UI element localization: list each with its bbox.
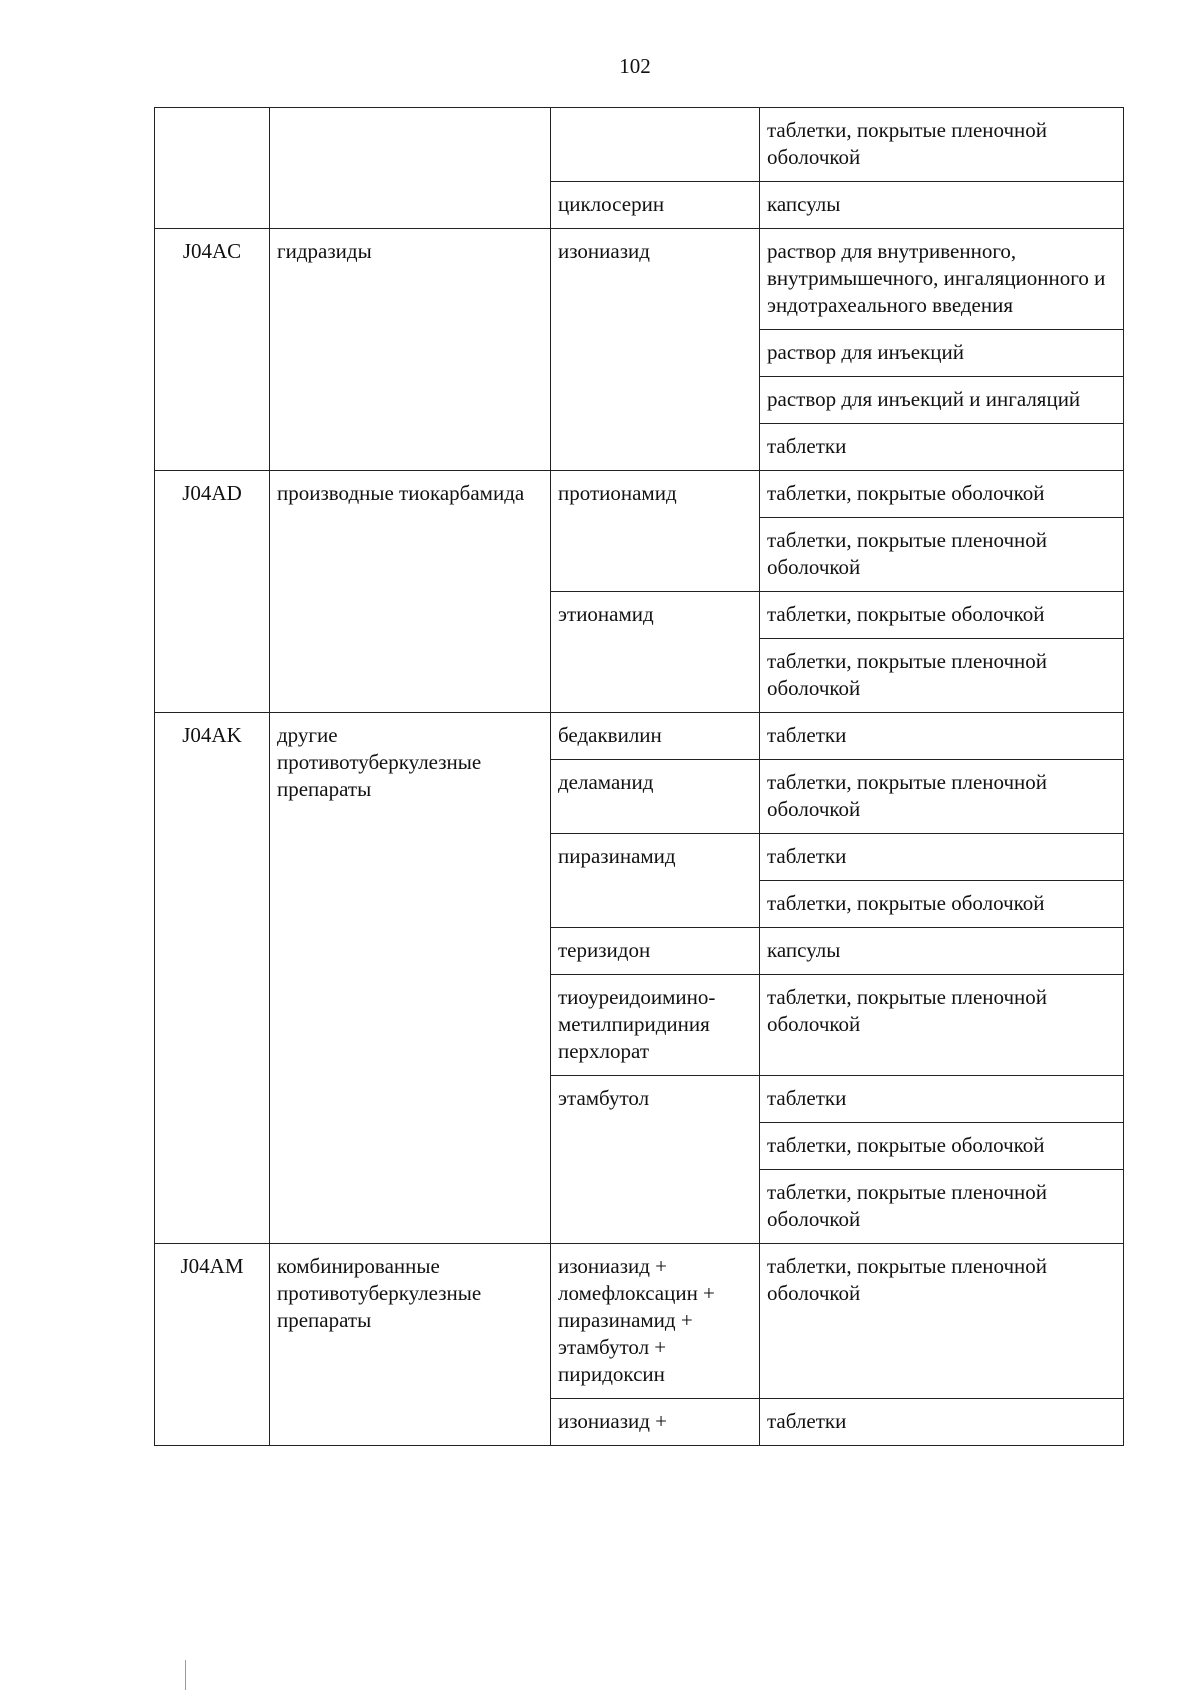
dosage-form-cell: таблетки, покрытые пленочной оболочкой xyxy=(760,1244,1124,1399)
group-name-cell xyxy=(270,108,551,229)
table-row xyxy=(155,229,1124,330)
drug-list-table xyxy=(154,107,1124,1446)
table-row xyxy=(155,1244,1124,1399)
atc-code-cell xyxy=(155,108,270,229)
dosage-form-cell: таблетки xyxy=(760,713,1124,760)
dosage-form-cell: таблетки, покрытые пленочной оболочкой xyxy=(760,975,1124,1076)
drug-name-cell: деламанид xyxy=(551,760,760,834)
dosage-form-cell: таблетки xyxy=(760,1399,1124,1446)
dosage-form-cell: таблетки, покрытые пленочной оболочкой xyxy=(760,639,1124,713)
dosage-form-cell: таблетки, покрытые пленочной оболочкой xyxy=(760,518,1124,592)
drug-name-cell: теризидон xyxy=(551,928,760,975)
dosage-form-cell: таблетки, покрытые пленочной оболочкой xyxy=(760,1170,1124,1244)
dosage-form-cell: раствор для инъекций и ингаляций xyxy=(760,377,1124,424)
group-name-cell: другие противотуберкулезные препараты xyxy=(270,713,551,1244)
dosage-form-cell: таблетки xyxy=(760,834,1124,881)
dosage-form-cell: раствор для внутривенного, внутримышечного, ингаляционного и эндотрахеального введения xyxy=(760,229,1124,330)
drug-name-cell: тиоуреидоимино- метилпиридиния перхлорат xyxy=(551,975,760,1076)
group-name-cell: гидразиды xyxy=(270,229,551,471)
dosage-form-cell: раствор для инъекций xyxy=(760,330,1124,377)
drug-name-cell: циклосерин xyxy=(551,182,760,229)
dosage-form-cell: таблетки, покрытые оболочкой xyxy=(760,1123,1124,1170)
dosage-form-cell: таблетки, покрытые пленочной оболочкой xyxy=(760,760,1124,834)
drug-name-cell xyxy=(551,108,760,182)
atc-code-cell: J04AD xyxy=(155,471,270,713)
table-row xyxy=(155,108,1124,182)
scan-artifact xyxy=(185,1660,186,1690)
dosage-form-cell: таблетки, покрытые оболочкой xyxy=(760,881,1124,928)
group-name-cell: комбинированные противотуберкулезные препараты xyxy=(270,1244,551,1446)
dosage-form-cell: таблетки, покрытые оболочкой xyxy=(760,471,1124,518)
group-name-cell: производные тиокарбамида xyxy=(270,471,551,713)
drug-name-cell: бедаквилин xyxy=(551,713,760,760)
drug-name-cell: изониазид xyxy=(551,229,760,471)
drug-name-cell: протионамид xyxy=(551,471,760,592)
table-row xyxy=(155,713,1124,760)
drug-name-cell: изониазид + xyxy=(551,1399,760,1446)
atc-code-cell: J04AC xyxy=(155,229,270,471)
atc-code-cell: J04AK xyxy=(155,713,270,1244)
dosage-form-cell: таблетки, покрытые пленочной оболочкой xyxy=(760,108,1124,182)
dosage-form-cell: капсулы xyxy=(760,928,1124,975)
drug-name-cell: изониазид + ломефлоксацин + пиразинамид + этамбутол + пиридоксин xyxy=(551,1244,760,1399)
drug-name-cell: пиразинамид xyxy=(551,834,760,928)
drug-name-cell: этионамид xyxy=(551,592,760,713)
dosage-form-cell: таблетки xyxy=(760,424,1124,471)
atc-code-cell: J04AM xyxy=(155,1244,270,1446)
table-row xyxy=(155,471,1124,518)
drug-name-cell: этамбутол xyxy=(551,1076,760,1244)
dosage-form-cell: таблетки xyxy=(760,1076,1124,1123)
dosage-form-cell: капсулы xyxy=(760,182,1124,229)
page-number: 102 xyxy=(619,54,651,78)
dosage-form-cell: таблетки, покрытые оболочкой xyxy=(760,592,1124,639)
